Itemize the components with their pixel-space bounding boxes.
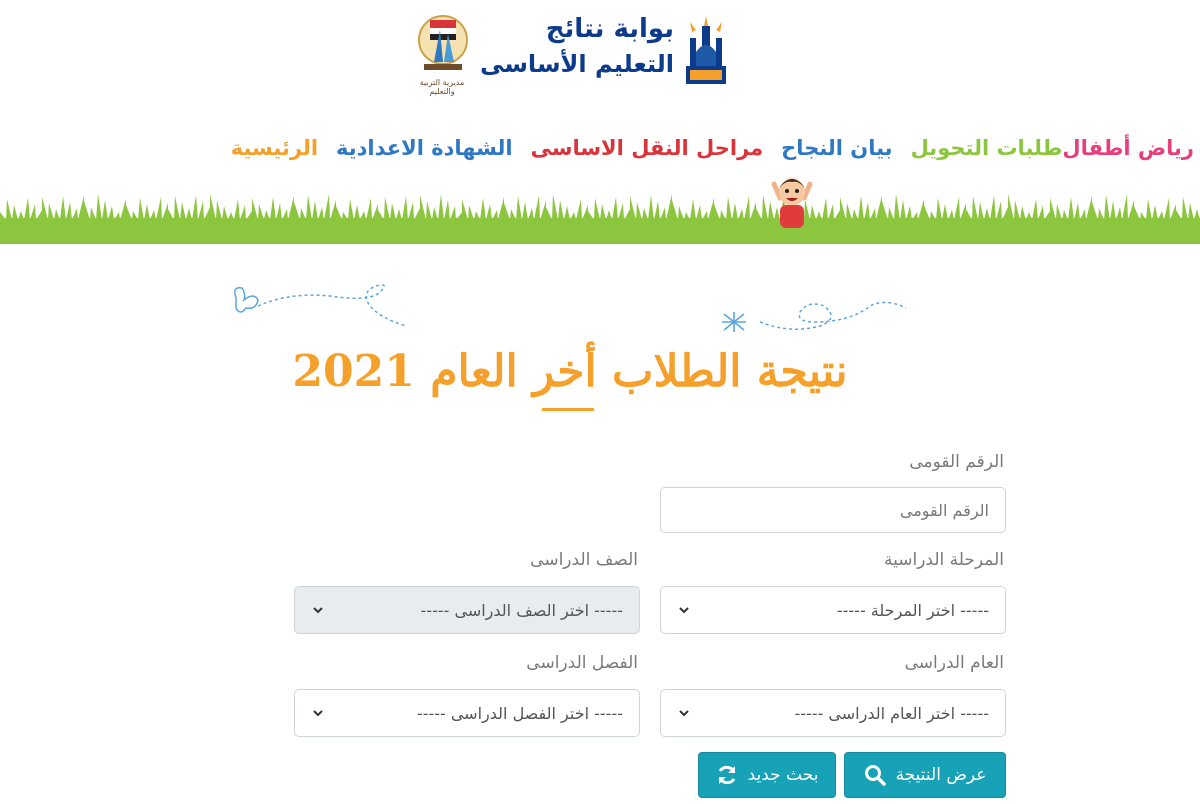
new-search-button[interactable]	[698, 752, 836, 798]
national-id-input[interactable]	[660, 487, 1006, 533]
page-title: نتيجة الطلاب أخر العام 2021	[292, 346, 848, 397]
stage-label: المرحلة الدراسية	[883, 550, 1004, 570]
refresh-icon	[716, 764, 738, 786]
show-result-button[interactable]	[844, 752, 1006, 798]
nav-item-transfer-requests[interactable]: طلبات التحويل	[910, 136, 1063, 160]
logo-title: بوابة نتائج	[545, 14, 674, 44]
chevron-down-icon	[311, 603, 325, 617]
logo-subtitle: التعليم الأساسى	[480, 50, 674, 78]
nav-item-success-statement[interactable]: بيان النجاح	[781, 136, 893, 160]
grade-selected-value: ----- اختر الصف الدراسى -----	[420, 600, 623, 620]
nav-item-kindergarten[interactable]: رياض أطفال	[1062, 136, 1194, 160]
academic-year-selected-value: ----- اختر العام الدراسى -----	[794, 703, 989, 723]
term-select[interactable]	[294, 689, 640, 737]
chevron-down-icon	[677, 603, 691, 617]
stage-select[interactable]	[660, 586, 1006, 634]
national-id-label: الرقم القومى	[909, 452, 1004, 472]
nav-item-basic-transfer-stages[interactable]: مراحل النقل الاساسى	[530, 136, 764, 160]
grade-label: الصف الدراسى	[530, 550, 638, 570]
new-search-label: بحث جديد	[747, 765, 819, 785]
stage-selected-value: ----- اختر المرحلة -----	[836, 600, 989, 620]
academic-year-label: العام الدراسى	[904, 653, 1004, 673]
chevron-down-icon	[677, 706, 691, 720]
show-result-label: عرض النتيجة	[895, 765, 987, 785]
academic-year-select[interactable]	[660, 689, 1006, 737]
grade-select[interactable]	[294, 586, 640, 634]
term-label: الفصل الدراسى	[526, 653, 638, 673]
search-icon	[864, 764, 886, 786]
term-selected-value: ----- اختر الفصل الدراسى -----	[416, 703, 623, 723]
nav-item-home[interactable]: الرئيسية	[230, 136, 319, 160]
chevron-down-icon	[311, 706, 325, 720]
emblem-caption: مديرية التربية والتعليم	[419, 78, 465, 96]
national-id-placeholder: الرقم القومى	[899, 500, 989, 520]
nav-item-preparatory-certificate[interactable]: الشهادة الاعدادية	[336, 136, 513, 160]
